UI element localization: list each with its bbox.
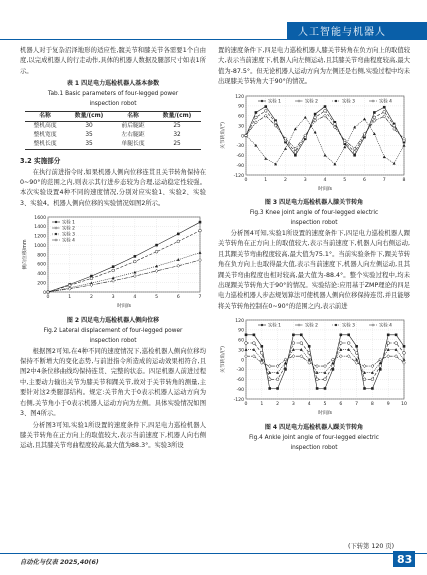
fig2-caption-en-1: Fig.2 Lateral displacement of four-legged power [43,327,183,334]
data-point [314,116,317,119]
table-cell: 25 [173,141,181,148]
legend-label: 实验 3 [342,323,355,329]
x-tick-label: 2 [89,295,93,301]
data-point [308,345,311,348]
data-point [199,259,202,262]
data-point [276,387,279,390]
data-point [314,112,317,115]
legend-label: 实验 1 [62,220,75,226]
data-point [274,121,277,124]
legend-marker [55,221,57,223]
data-point [371,387,374,390]
x-tick-label: 0 [244,402,248,408]
data-point [245,342,248,345]
legend-label: 实验 3 [62,232,75,238]
data-point [260,352,263,355]
x-tick-label: 10 [401,402,407,408]
paragraph: 在执行前进指令时,如果机器人侧向位移连贯且关节转角保持在0~90°的范围之内,则表示其行进步态较为合理,运动稳定性较强。本次实验设置4种不同的速度情况,分别对应实验1、实验2、实验3、实验4。机器人侧向位移的实验情况如图2所示。 [20,168,206,207]
table-cell: 整机长度 [33,141,57,148]
data-point [177,233,180,236]
fig3-chart [218,90,404,196]
data-point [395,342,398,345]
paragraph: 根据图2可知,在4种不同的速度情况下,巡检机器人侧向位移均保持不断增大的变化态势,与前进指令所造成的运动效果相符合,且图2中4条位移曲线均保持连贯、完整的状态。四足机器人前进过程中,主要动力输出关节为膝关节和踝关节,故对于关节转角的测量,主要针对这2类腿部结构。规定:关节角大于0表示机器人运动方向为右侧,关节角小于0表示机器人运动方向为左侧。具体实验情况如图3、图4所示。 [20,347,206,418]
data-point [300,355,303,358]
table-cell: 单腿长度 [121,141,145,148]
data-point [373,119,376,122]
data-point [395,334,398,337]
legend-marker [261,100,263,102]
data-point [363,365,366,368]
x-tick-label: 3 [303,177,307,183]
y-tick-label: 1000 [34,244,46,250]
data-point [264,109,267,112]
data-point [383,110,386,113]
x-tick-label: 9 [386,402,390,408]
data-point [155,270,158,273]
data-point [276,378,279,381]
table-row [25,131,201,140]
data-point [261,345,264,348]
data-point [353,150,356,153]
y-tick-label: -90 [236,388,244,394]
legend-marker [55,227,57,229]
footer-rule [0,553,427,554]
data-point [347,342,350,345]
x-tick-label: 8 [370,402,374,408]
legend-marker [55,239,57,241]
data-point [363,117,366,120]
legend-label: 实验 1 [268,323,281,329]
data-point [333,162,336,165]
data-point [355,345,358,348]
legend-label: 实验 2 [305,323,318,329]
y-tick-label: 120 [235,319,244,325]
y-tick-label: -60 [236,378,244,384]
data-point [379,368,382,371]
y-tick-label: 400 [37,272,46,278]
data-point [363,378,366,381]
fig4-caption-cn: 图 4 四足电力巡检机器人踝关节转角 [264,423,364,431]
y-tick-label: -60 [236,153,244,159]
fig4-caption-en-2: inspection robot [290,444,338,451]
data-point [343,145,346,148]
table1-title-en-2: inspection robot [89,101,137,108]
y-tick-label: 1400 [34,225,46,231]
table-header: 名称 [39,113,51,120]
y-axis-label: 关节转角/(°) [221,121,226,149]
x-tick-label: 7 [198,295,202,301]
x-tick-label: 7 [382,177,386,183]
data-point [393,162,396,165]
data-point [333,122,336,125]
data-point [245,334,248,337]
data-point [177,258,180,261]
page-number: 83 [397,553,413,566]
paragraph: 分析图3可知,实验1所设置的速度条件下,四足电力巡检机器人膝关节转角在正方向上的取值较大,表示当前速度下,机器人向右侧运动,且其膝关节弯曲程度较高,最大值为88.3°。实验3所设 [20,421,206,450]
legend-label: 实验 3 [342,99,355,105]
table1-title-en-1: Tab.1 Basic parameters of four-legged power [47,91,179,98]
table-cell: 左右腿距 [121,132,145,139]
y-tick-label: 60 [238,338,244,344]
continued-note: (下转第 120 页) [348,543,395,550]
table-row [25,122,201,132]
y-tick-label: 0 [43,291,46,297]
table-cell: 前后腿距 [121,123,145,130]
fig2-caption-en-2: inspection robot [89,337,137,344]
y-tick-label: 600 [37,262,46,268]
series-line-4 [48,260,200,292]
paragraph: 分析图4可知,实验1所设置的速度条件下,四足电力巡检机器人踝关节转角在正方向上的取值较大,表示当前速度下,机器人向右侧运动,且其踝关节弯曲程度较高,最大值为75.1°。当前实验条件下,踝关节转角在负方向上也取得最大值,表示当前速度下,机器人向左侧运动,且其踝关节弯曲程度也相对较高,最大值为-88.4°。整个实验过程中,均未出现踝关节转角大于90°的情况。实验结论:应用基于ZMP理论的四足电力巡检机器人步态规划算法可使机器人侧向位移保持连贯,并且能够将关节转角控制在0~90°的范围之内,表示前进 [218,230,410,310]
fig2-chart [20,211,206,313]
table-header-row [25,112,201,122]
data-point [255,111,258,114]
y-tick-label: 0 [241,358,244,364]
y-tick-label: 90 [238,104,244,110]
y-tick-label: 30 [238,124,244,130]
section-title: 人工智能与机器人 [298,27,386,38]
journal-footer: 自动化与仪表 2025,40(6) [20,559,99,566]
table-cell: 30 [85,123,93,130]
fig4-chart [218,314,407,420]
data-point [332,365,335,368]
data-point [199,251,202,254]
data-point [199,221,202,224]
data-point [363,387,366,390]
data-point [332,368,335,371]
fig4-caption-en-1: Fig.4 Ankle joint angle of four-legged electric [249,434,379,441]
data-point [284,368,287,371]
data-point [316,378,319,381]
data-point [324,153,327,156]
y-tick-label: 60 [238,114,244,120]
x-tick-label: 3 [291,402,295,408]
data-point [68,287,71,290]
data-point [292,355,295,358]
data-point [294,127,297,130]
fig3-caption-en-1: Fig.3 Knee joint angle of four-legged electric [249,210,379,217]
legend-marker [298,324,300,326]
table-cell: 整机高度 [33,123,57,130]
y-tick-label: 90 [238,328,244,334]
data-point [383,114,386,117]
data-point [339,355,342,358]
table1 [25,111,201,150]
data-point [133,260,136,263]
y-axis-label: 关节转角/(°) [221,346,226,374]
x-tick-label: 3 [111,295,115,301]
x-tick-label: 6 [176,295,180,301]
data-point [314,130,317,133]
fig3-caption-en-2: inspection robot [290,220,338,227]
data-point [294,150,297,153]
data-point [90,277,93,280]
y-tick-label: 0 [241,133,244,139]
data-point [371,378,374,381]
x-tick-label: 4 [133,295,137,301]
data-point [393,124,396,127]
y-tick-label: -120 [233,173,244,179]
x-tick-label: 4 [307,402,311,408]
paragraph: 置的速度条件下,四足电力巡检机器人膝关节转角在负方向上的取值较大,表示当前速度下,机器人向左侧运动,且其膝关节弯曲程度较高,最大值为-87.5°。但无论机器人运动方向为左侧还是右侧,实验过程中均未出现膝关节转角大于90°的情况。 [218,47,410,86]
data-point [264,105,267,108]
data-point [347,334,350,337]
data-point [112,277,115,280]
y-tick-label: 1200 [34,234,46,240]
table1-title-cn: 表 1 四足电力巡检机器人基本参数 [66,80,160,88]
data-point [294,154,297,157]
data-point [340,334,343,337]
y-tick-label: -90 [236,163,244,169]
data-point [324,105,327,108]
data-point [199,229,202,232]
x-tick-label: 6 [363,177,366,183]
data-point [254,116,257,119]
data-point [383,155,386,158]
data-point [112,266,115,269]
intro-paragraph: 机器人对于复杂沼泽地形的适应性,髋关节和膝关节各需要1个自由度,以完成机器人的行走动作,具体的机器人数据及腿部尺寸如表1所示。 [20,47,206,75]
x-axis-label: 时间/s [318,186,332,192]
x-tick-label: 5 [155,295,159,301]
right-column [218,46,410,454]
data-point [253,334,256,337]
data-point [253,342,256,345]
data-point [308,352,311,355]
table-header: 名称 [127,113,139,120]
x-tick-label: 5 [323,402,327,408]
legend-marker [298,100,300,102]
x-tick-label: 7 [355,402,359,408]
x-tick-label: 1 [264,177,268,183]
data-point [347,355,350,358]
y-tick-label: -120 [233,398,244,404]
data-point [268,365,271,368]
data-point [292,342,295,345]
data-point [316,365,319,368]
data-point [379,365,382,368]
table-cell: 32 [173,132,181,139]
table-header: 数量/(cm) [162,113,192,120]
y-tick-label: 800 [37,253,46,259]
data-point [245,348,248,351]
data-point [403,143,406,146]
data-point [387,342,390,345]
data-point [155,251,158,254]
legend-label: 实验 4 [379,99,392,105]
data-point [292,334,295,337]
x-tick-label: 2 [276,402,280,408]
data-point [383,106,386,109]
data-point [373,116,376,119]
legend-marker [372,100,374,102]
legend-label: 实验 4 [62,238,75,244]
data-point [387,355,390,358]
section-heading: 3.2 实施部分 [20,157,61,166]
data-point [403,345,406,348]
data-point [355,352,358,355]
data-point [177,264,180,267]
data-point [331,361,334,364]
data-point [112,269,115,272]
data-point [268,378,271,381]
data-point [304,115,307,118]
data-point [300,334,303,337]
table-row [25,140,201,150]
data-point [274,162,277,165]
data-point [284,147,287,150]
data-point [353,154,356,157]
data-point [403,352,406,355]
y-tick-label: 30 [238,348,244,354]
legend-label: 实验 2 [305,99,318,105]
table-cell: 35 [85,132,93,139]
data-point [339,342,342,345]
x-tick-label: 0 [46,295,50,301]
data-point [112,279,115,282]
fig4-svg [218,314,410,416]
x-tick-label: 1 [68,295,72,301]
legend-marker [372,324,374,326]
left-column [20,46,206,453]
table-header: 数量/(cm) [74,113,104,120]
y-tick-label: -30 [236,143,244,149]
fig3-svg [218,90,410,192]
data-point [316,387,319,390]
x-tick-label: 1 [260,402,264,408]
legend-label: 实验 4 [379,323,392,329]
data-point [134,255,137,258]
y-tick-label: 120 [235,94,244,100]
data-point [373,111,376,114]
legend-label: 实验 2 [62,226,75,232]
data-point [284,365,287,368]
x-tick-label: 5 [343,177,347,183]
x-tick-label: 6 [339,402,343,408]
fig2-caption-cn: 图 2 四足电力巡检机器人侧向位移 [66,316,160,324]
data-point [133,275,136,278]
data-point [155,244,158,247]
data-point [245,355,248,358]
x-axis-label: 时间/s [117,304,131,310]
data-point [324,378,327,381]
y-tick-label: 1600 [34,216,46,222]
data-point [300,342,303,345]
legend-marker [335,100,337,102]
data-point [324,387,327,390]
y-tick-label: -30 [236,368,244,374]
table-cell: 25 [173,123,181,130]
legend-marker [55,233,57,235]
x-tick-label: 8 [402,177,406,183]
table-cell: 整机宽度 [33,132,57,139]
data-point [177,240,180,243]
x-axis-label: 时间/s [318,411,332,417]
x-tick-label: 2 [284,177,287,183]
data-point [387,334,390,337]
data-point [268,387,271,390]
fig3-caption-cn: 图 3 四足电力巡检机器人膝关节转角 [264,199,364,207]
legend-label: 实验 1 [268,99,281,105]
table-cell: 35 [85,141,93,148]
x-tick-label: 0 [244,177,248,183]
x-tick-label: 4 [323,177,327,183]
legend-marker [335,324,337,326]
fig2-svg [20,211,206,309]
data-point [324,109,327,112]
y-axis-label: 侧向位移/mm [23,239,28,270]
legend-marker [261,324,263,326]
y-tick-label: 200 [37,281,46,287]
header-rule [0,39,427,40]
